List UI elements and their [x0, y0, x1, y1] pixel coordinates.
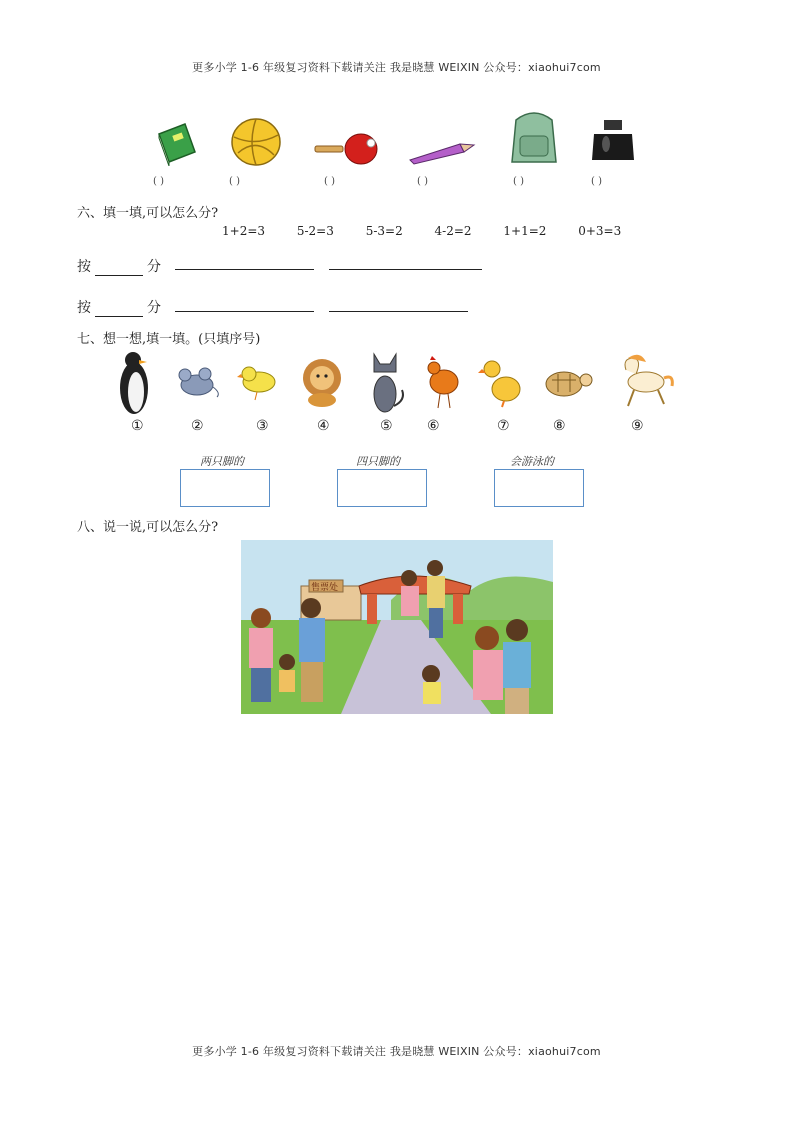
- duck-icon: [237, 360, 281, 402]
- q6-equations: [222, 224, 649, 238]
- animal-number-5: ⑤: [380, 418, 393, 434]
- answer-paren-2: ( ): [229, 176, 240, 187]
- box-label-swim: 会游泳的: [510, 455, 554, 468]
- row-prefix: 按: [77, 300, 91, 316]
- blank[interactable]: [95, 261, 143, 276]
- row-suffix: 分: [147, 259, 161, 275]
- animal-number-3: ③: [256, 418, 269, 434]
- equation: 0+3=3: [578, 224, 622, 238]
- mouse-icon: [175, 365, 221, 399]
- volleyball-icon: [230, 117, 282, 167]
- page-header: 更多小学 1-6 年级复习资料下载请关注 我是晓慧 WEIXIN 公众号：xiaohui7com: [192, 61, 601, 74]
- answer-line[interactable]: [329, 269, 482, 270]
- duckling-icon: [478, 355, 524, 409]
- box-label-two-legs: 两只脚的: [200, 455, 244, 468]
- animal-number-4: ④: [317, 418, 330, 434]
- scene-sign: 售票处: [311, 583, 339, 593]
- answer-paren-4: ( ): [417, 176, 428, 187]
- lion-icon: [299, 356, 345, 408]
- answer-line[interactable]: [175, 311, 314, 312]
- ink-bottle-icon: [590, 118, 636, 164]
- answer-paren-1: ( ): [153, 176, 164, 187]
- answer-paren-3: ( ): [324, 176, 335, 187]
- box-label-four-legs: 四只脚的: [356, 455, 400, 468]
- backpack-icon: [506, 106, 562, 166]
- equation: 1+2=3: [222, 224, 266, 238]
- answer-box-four-legs[interactable]: [337, 469, 427, 507]
- blank[interactable]: [95, 302, 143, 317]
- answer-line[interactable]: [329, 311, 468, 312]
- row-prefix: 按: [77, 259, 91, 275]
- answer-box-swim[interactable]: [494, 469, 584, 507]
- animal-number-9: ⑨: [631, 418, 644, 434]
- animal-number-6: ⑥: [427, 418, 440, 434]
- equation: 4-2=2: [434, 224, 472, 238]
- animal-number-8: ⑧: [553, 418, 566, 434]
- q6-title: 六、填一填,可以怎么分?: [77, 206, 219, 221]
- equation: 5-3=2: [365, 224, 403, 238]
- ping-pong-paddle-icon: [313, 127, 383, 167]
- q6-row-1: [77, 256, 161, 276]
- horse-icon: [612, 350, 676, 410]
- penguin-icon: [115, 348, 153, 416]
- answer-paren-6: ( ): [591, 176, 602, 187]
- row-suffix: 分: [147, 300, 161, 316]
- pencil-icon: [408, 138, 476, 166]
- rooster-icon: [420, 352, 462, 412]
- animal-number-1: ①: [131, 418, 144, 434]
- q6-row-2: [77, 297, 161, 317]
- animal-number-2: ②: [191, 418, 204, 434]
- answer-paren-5: ( ): [513, 176, 524, 187]
- animal-number-7: ⑦: [497, 418, 510, 434]
- equation: 1+1=2: [503, 224, 547, 238]
- cat-icon: [366, 350, 408, 416]
- equation: 5-2=3: [296, 224, 334, 238]
- page-footer: 更多小学 1-6 年级复习资料下载请关注 我是晓慧 WEIXIN 公众号：xiaohui7com: [192, 1045, 601, 1058]
- answer-line[interactable]: [175, 269, 314, 270]
- book-icon: [155, 120, 199, 166]
- q8-title: 八、说一说,可以怎么分?: [77, 520, 219, 535]
- answer-box-two-legs[interactable]: [180, 469, 270, 507]
- park-scene-illustration: [241, 540, 553, 714]
- turtle-icon: [538, 366, 594, 400]
- q7-title: 七、想一想,填一填。(只填序号): [77, 332, 261, 347]
